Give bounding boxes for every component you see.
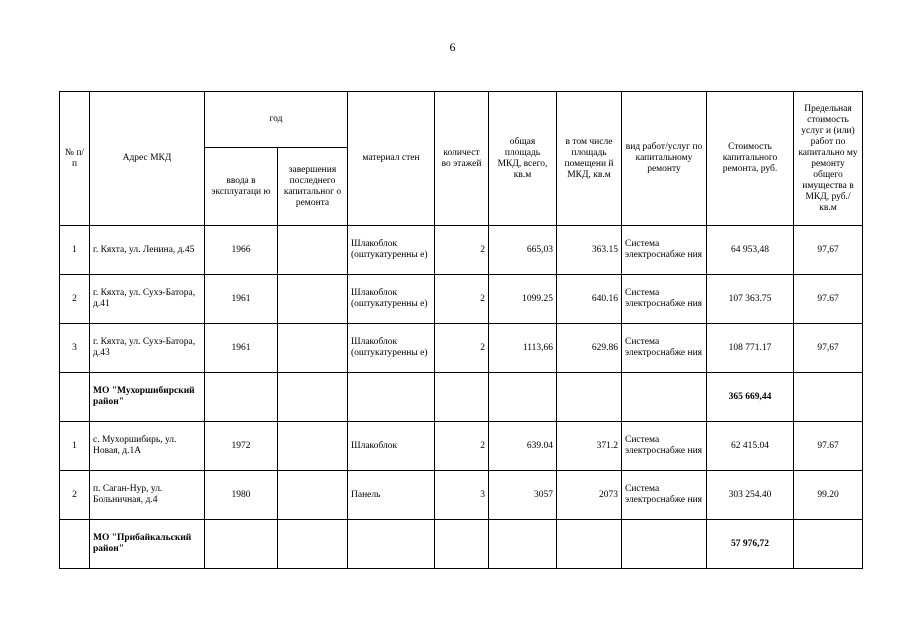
cell-address: г. Кяхта, ул. Сухэ-Батора, д.43 — [90, 324, 205, 373]
cell-total-area — [489, 373, 557, 422]
cell-floors: 2 — [435, 324, 489, 373]
cell-address: с. Мухоршибирь, ул. Новая, д.1А — [90, 422, 205, 471]
header-premises-area: в том числе площадь помещени й МКД, кв.м — [557, 92, 622, 226]
cell-address: п. Саган-Нур, ул. Больничная, д.4 — [90, 471, 205, 520]
cell-year-commission: 1966 — [205, 226, 278, 275]
cell-cost: 62 415.04 — [707, 422, 794, 471]
cell-total-area: 1099.25 — [489, 275, 557, 324]
cell-wall-material: Шлакоблок (оштукатуренны е) — [348, 275, 435, 324]
cell-floors — [435, 373, 489, 422]
table-row — [60, 422, 863, 471]
cell-cost: 64 953,48 — [707, 226, 794, 275]
subtotal-row — [60, 520, 863, 569]
table-row — [60, 226, 863, 275]
cell-cost: 107 363.75 — [707, 275, 794, 324]
cell-work-type: Система электроснабже ния — [622, 471, 707, 520]
cell-wall-material — [348, 373, 435, 422]
cell-cost: 108 771.17 — [707, 324, 794, 373]
repair-table — [59, 91, 863, 569]
header-wall-material: материал стен — [348, 92, 435, 226]
cell-premises-area: 2073 — [557, 471, 622, 520]
cell-work-type — [622, 373, 707, 422]
cell-year-commission: 1961 — [205, 324, 278, 373]
cell-address: г. Кяхта, ул. Сухэ-Батора, д.41 — [90, 275, 205, 324]
cell-num: 2 — [60, 275, 90, 324]
cell-address: МО "Мухоршибирский район" — [90, 373, 205, 422]
cell-year-last-repair — [278, 275, 348, 324]
cell-work-type: Система электроснабже ния — [622, 275, 707, 324]
cell-floors: 3 — [435, 471, 489, 520]
cell-address: МО "Прибайкальский район" — [90, 520, 205, 569]
cell-year-last-repair — [278, 471, 348, 520]
cell-year-commission: 1961 — [205, 275, 278, 324]
header-year-last-repair: завершения последнего капитальног о ремонта — [278, 148, 348, 226]
cell-work-type — [622, 520, 707, 569]
cell-num: 1 — [60, 422, 90, 471]
cell-year-last-repair — [278, 373, 348, 422]
table-row — [60, 275, 863, 324]
cell-num — [60, 373, 90, 422]
cell-floors: 2 — [435, 275, 489, 324]
cell-work-type: Система электроснабже ния — [622, 324, 707, 373]
cell-max-cost: 97.67 — [794, 275, 863, 324]
header-address: Адрес МКД — [90, 92, 205, 226]
cell-max-cost — [794, 373, 863, 422]
cell-year-last-repair — [278, 422, 348, 471]
table-body — [60, 226, 863, 569]
cell-num: 1 — [60, 226, 90, 275]
header-cost: Стоимость капитального ремонта, руб. — [707, 92, 794, 226]
cell-year-last-repair — [278, 324, 348, 373]
cell-cost: 303 254.40 — [707, 471, 794, 520]
cell-premises-area — [557, 373, 622, 422]
cell-total-area — [489, 520, 557, 569]
cell-max-cost: 97,67 — [794, 324, 863, 373]
cell-premises-area: 640.16 — [557, 275, 622, 324]
cell-premises-area: 363.15 — [557, 226, 622, 275]
cell-floors — [435, 520, 489, 569]
cell-total-area: 639.04 — [489, 422, 557, 471]
cell-year-commission: 1980 — [205, 471, 278, 520]
cell-premises-area: 371.2 — [557, 422, 622, 471]
cell-wall-material: Панель — [348, 471, 435, 520]
cell-num: 3 — [60, 324, 90, 373]
cell-year-commission — [205, 373, 278, 422]
cell-wall-material: Шлакоблок — [348, 422, 435, 471]
cell-max-cost: 97.67 — [794, 422, 863, 471]
header-max-cost: Предельная стоимость услуг и (или) работ по капитально му ремонту общего имущества в МКД, руб./кв.м — [794, 92, 863, 226]
cell-max-cost: 99.20 — [794, 471, 863, 520]
cell-max-cost — [794, 520, 863, 569]
cell-floors: 2 — [435, 422, 489, 471]
header-floors: количест во этажей — [435, 92, 489, 226]
cell-total-area: 1113,66 — [489, 324, 557, 373]
header-total-area: общая площадь МКД, всего, кв.м — [489, 92, 557, 226]
cell-year-commission — [205, 520, 278, 569]
header-work-type: вид работ/услуг по капитальному ремонту — [622, 92, 707, 226]
table-row — [60, 471, 863, 520]
cell-total-area: 665,03 — [489, 226, 557, 275]
cell-max-cost: 97,67 — [794, 226, 863, 275]
header-num: № п/п — [60, 92, 90, 226]
cell-total-area: 3057 — [489, 471, 557, 520]
table-row — [60, 324, 863, 373]
subtotal-row — [60, 373, 863, 422]
cell-premises-area: 629.86 — [557, 324, 622, 373]
header-year-commission: ввода в эксплуатаци ю — [205, 148, 278, 226]
cell-year-commission: 1972 — [205, 422, 278, 471]
header-year: год — [205, 92, 348, 148]
cell-premises-area — [557, 520, 622, 569]
cell-wall-material — [348, 520, 435, 569]
cell-year-last-repair — [278, 226, 348, 275]
cell-wall-material: Шлакоблок (оштукатуренны е) — [348, 324, 435, 373]
cell-work-type: Система электроснабже ния — [622, 422, 707, 471]
cell-cost: 57 976,72 — [707, 520, 794, 569]
cell-work-type: Система электроснабже ния — [622, 226, 707, 275]
cell-floors: 2 — [435, 226, 489, 275]
cell-num — [60, 520, 90, 569]
cell-wall-material: Шлакоблок (оштукатуренны е) — [348, 226, 435, 275]
cell-num: 2 — [60, 471, 90, 520]
cell-address: г. Кяхта, ул. Ленина, д.45 — [90, 226, 205, 275]
cell-cost: 365 669,44 — [707, 373, 794, 422]
page-number: 6 — [449, 40, 456, 54]
cell-year-last-repair — [278, 520, 348, 569]
